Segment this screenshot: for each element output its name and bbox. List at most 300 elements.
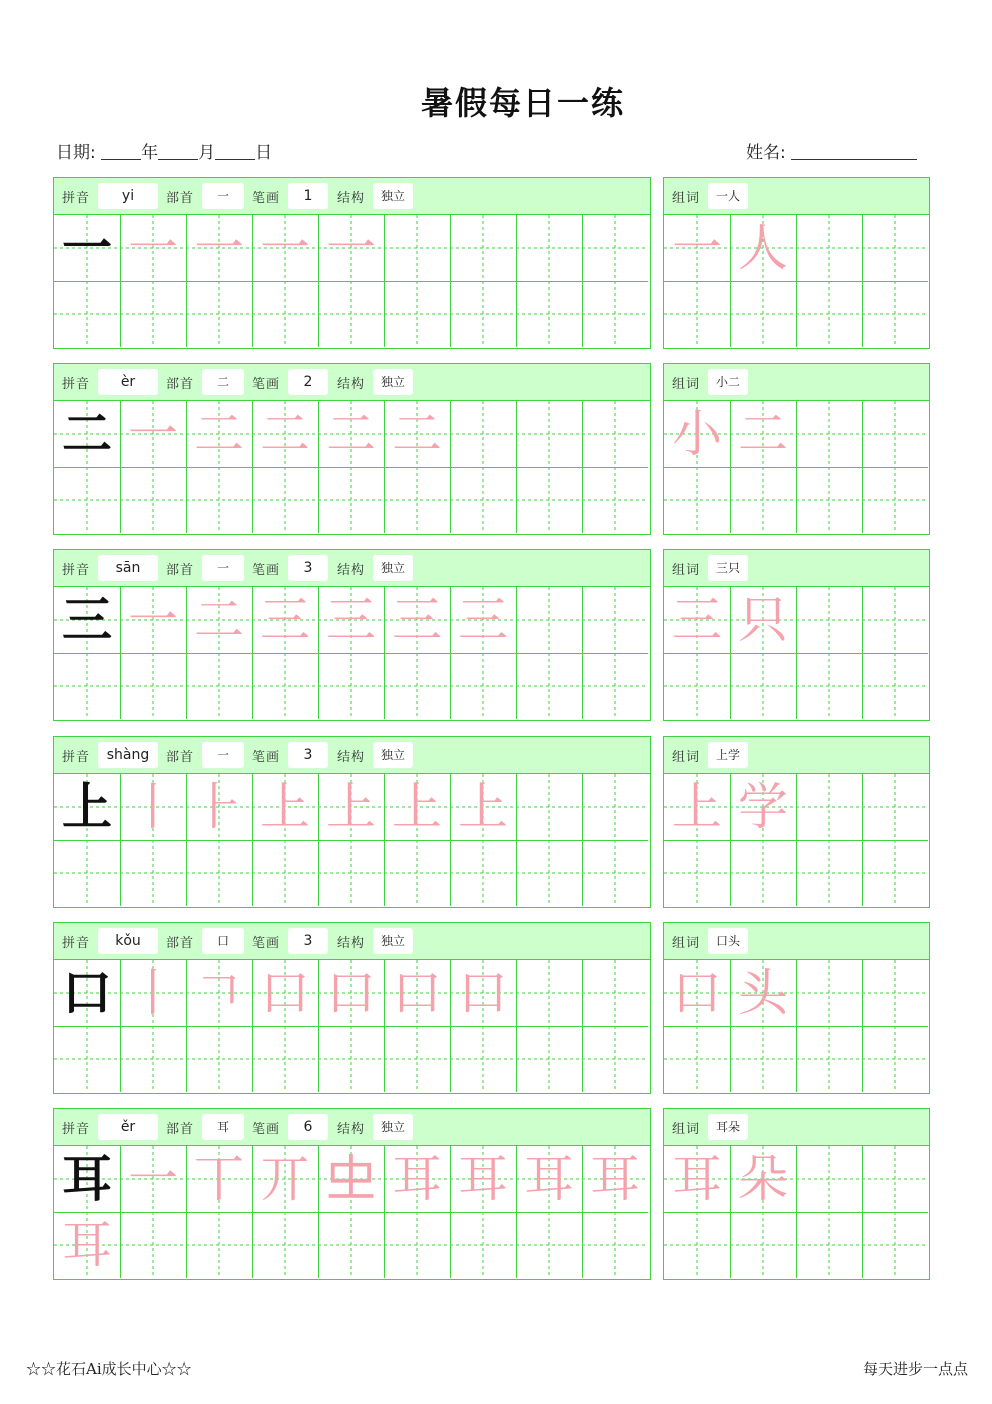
tian-grid-guide: [582, 653, 648, 719]
practice-cell[interactable]: [516, 840, 583, 906]
name-label: 姓名:: [746, 143, 786, 163]
practice-cell[interactable]: [450, 960, 517, 1027]
practice-cell[interactable]: [54, 281, 121, 347]
word-cell[interactable]: [796, 653, 863, 719]
practice-cell[interactable]: [252, 281, 319, 347]
practice-cell[interactable]: [450, 1146, 517, 1213]
practice-cell[interactable]: [252, 774, 319, 841]
practice-cell[interactable]: [54, 587, 121, 654]
tian-grid-guide: [796, 1212, 862, 1278]
word-cell[interactable]: [730, 401, 797, 468]
tian-grid-guide: [384, 840, 450, 906]
practice-cell[interactable]: [252, 840, 319, 906]
word-cell[interactable]: [796, 1146, 863, 1213]
practice-cell[interactable]: [54, 467, 121, 533]
tian-grid-guide: [516, 215, 582, 281]
practice-cell[interactable]: [384, 215, 451, 282]
day-blank[interactable]: [215, 143, 255, 160]
word-trace-character: 一: [672, 219, 722, 277]
trace-character: 一: [326, 219, 376, 277]
year-blank[interactable]: [101, 143, 141, 160]
word-cell[interactable]: [862, 401, 928, 468]
word-value: 口头: [708, 928, 748, 954]
practice-cell[interactable]: [252, 653, 319, 719]
tian-grid-guide: [252, 1212, 318, 1278]
writing-grid: [54, 1146, 650, 1279]
word-grid: [664, 401, 929, 534]
trace-character: 二: [392, 405, 442, 463]
word-cell[interactable]: [796, 467, 863, 533]
structure-value: 独立: [373, 183, 413, 209]
words-label: 组词: [672, 1122, 701, 1137]
practice-cell[interactable]: [450, 653, 517, 719]
practice-cell[interactable]: [186, 840, 253, 906]
practice-cell[interactable]: [186, 653, 253, 719]
strokes-label: 笔画: [252, 563, 281, 578]
tian-grid-guide: [862, 653, 928, 719]
trace-character: 耳: [62, 1216, 112, 1274]
strokes-label: 笔画: [252, 191, 281, 206]
practice-cell[interactable]: [384, 401, 451, 468]
word-cell[interactable]: [862, 587, 928, 654]
tian-grid-guide: [318, 840, 384, 906]
word-cell[interactable]: [730, 215, 797, 282]
strokes-label: 笔画: [252, 750, 281, 765]
practice-cell[interactable]: [186, 587, 253, 654]
trace-character: 丨: [128, 778, 178, 836]
practice-cell[interactable]: [450, 1026, 517, 1092]
word-cell[interactable]: [730, 467, 797, 533]
practice-cell[interactable]: [120, 401, 187, 468]
words-label: 组词: [672, 563, 701, 578]
practice-cell[interactable]: [54, 1212, 121, 1278]
practice-cell[interactable]: [516, 1212, 583, 1278]
practice-cell[interactable]: [186, 215, 253, 282]
day-label: 日: [255, 143, 273, 163]
word-cell[interactable]: [796, 960, 863, 1027]
word-cell[interactable]: [796, 840, 863, 906]
tian-grid-guide: [862, 1212, 928, 1278]
word-cell[interactable]: [664, 467, 731, 533]
practice-cell[interactable]: [186, 1212, 253, 1278]
tian-grid-guide: [186, 840, 252, 906]
practice-cell[interactable]: [384, 467, 451, 533]
trace-character: ⺊: [194, 778, 244, 836]
practice-cell[interactable]: [186, 281, 253, 347]
practice-cell[interactable]: [516, 467, 583, 533]
tian-grid-guide: [730, 840, 796, 906]
tian-grid-guide: [516, 960, 582, 1026]
practice-cell[interactable]: [582, 840, 648, 906]
char-info-header: [54, 1109, 650, 1146]
word-cell[interactable]: [730, 840, 797, 906]
practice-cell[interactable]: [186, 1026, 253, 1092]
word-cell[interactable]: [862, 960, 928, 1027]
model-character: 三: [62, 590, 112, 649]
radical-label: 部首: [166, 191, 195, 206]
practice-cell[interactable]: [318, 587, 385, 654]
tian-grid-guide: [796, 467, 862, 533]
practice-cell[interactable]: [384, 587, 451, 654]
practice-cell[interactable]: [384, 653, 451, 719]
structure-label: 结构: [337, 377, 366, 392]
practice-cell[interactable]: [384, 774, 451, 841]
structure-label: 结构: [337, 1122, 366, 1137]
word-cell[interactable]: [664, 1146, 731, 1213]
pinyin-value: èr: [98, 369, 158, 395]
tian-grid-guide: [862, 840, 928, 906]
practice-cell[interactable]: [582, 653, 648, 719]
practice-cell[interactable]: [120, 587, 187, 654]
practice-cell[interactable]: [450, 587, 517, 654]
strokes-label: 笔画: [252, 936, 281, 951]
tian-grid-guide: [516, 840, 582, 906]
word-cell[interactable]: [796, 774, 863, 841]
radical-value: 一: [202, 742, 244, 768]
practice-cell[interactable]: [54, 840, 121, 906]
word-cell[interactable]: [862, 1026, 928, 1092]
tian-grid-guide: [796, 215, 862, 281]
tian-grid-guide: [252, 467, 318, 533]
char-info-header: [54, 737, 650, 774]
word-cell[interactable]: [862, 467, 928, 533]
trace-character: 一: [128, 1150, 178, 1208]
pinyin-label: 拼音: [62, 563, 91, 578]
practice-cell[interactable]: [318, 774, 385, 841]
tian-grid-guide: [516, 281, 582, 347]
practice-cell[interactable]: [384, 840, 451, 906]
word-cell[interactable]: [664, 215, 731, 282]
structure-value: 独立: [373, 1114, 413, 1140]
tian-grid-guide: [120, 840, 186, 906]
trace-character: 三: [458, 591, 508, 649]
tian-grid-guide: [54, 840, 120, 906]
practice-cell[interactable]: [252, 467, 319, 533]
word-cell[interactable]: [664, 840, 731, 906]
word-cell[interactable]: [664, 587, 731, 654]
word-cell[interactable]: [796, 587, 863, 654]
practice-cell[interactable]: [120, 215, 187, 282]
practice-cell[interactable]: [54, 1146, 121, 1213]
practice-cell[interactable]: [450, 401, 517, 468]
tian-grid-guide: [862, 281, 928, 347]
strokes-value: 3: [288, 555, 328, 581]
tian-grid-guide: [664, 653, 730, 719]
strokes-value: 3: [288, 742, 328, 768]
practice-cell[interactable]: [516, 1026, 583, 1092]
practice-cell[interactable]: [318, 1146, 385, 1213]
practice-cell[interactable]: [582, 774, 648, 841]
tian-grid-guide: [450, 1212, 516, 1278]
word-cell[interactable]: [664, 1212, 731, 1278]
practice-cell[interactable]: [318, 281, 385, 347]
practice-cell[interactable]: [186, 774, 253, 841]
trace-character: 丨: [128, 964, 178, 1022]
tian-grid-guide: [730, 653, 796, 719]
word-cell[interactable]: [730, 960, 797, 1027]
word-cell[interactable]: [664, 401, 731, 468]
practice-cell[interactable]: [120, 1026, 187, 1092]
practice-cell[interactable]: [252, 960, 319, 1027]
practice-cell[interactable]: [54, 960, 121, 1027]
word-cell[interactable]: [730, 1212, 797, 1278]
pinyin-label: 拼音: [62, 750, 91, 765]
practice-cell[interactable]: [252, 1026, 319, 1092]
practice-cell[interactable]: [582, 1146, 648, 1213]
word-cell[interactable]: [664, 774, 731, 841]
practice-cell[interactable]: [252, 215, 319, 282]
char-panel: [53, 549, 651, 721]
practice-cell[interactable]: [450, 1212, 517, 1278]
practice-cell[interactable]: [252, 401, 319, 468]
practice-cell[interactable]: [450, 215, 517, 282]
word-trace-character: 口: [672, 964, 722, 1022]
tian-grid-guide: [120, 467, 186, 533]
practice-row: [0, 1108, 992, 1280]
practice-cell[interactable]: [318, 215, 385, 282]
practice-cell[interactable]: [318, 960, 385, 1027]
practice-cell[interactable]: [582, 587, 648, 654]
tian-grid-guide: [318, 467, 384, 533]
word-cell[interactable]: [796, 401, 863, 468]
tian-grid-guide: [384, 215, 450, 281]
char-info-header: [54, 923, 650, 960]
practice-cell[interactable]: [516, 587, 583, 654]
practice-cell[interactable]: [54, 774, 121, 841]
trace-character: 三: [326, 591, 376, 649]
tian-grid-guide: [862, 1026, 928, 1092]
word-value: 小二: [708, 369, 748, 395]
tian-grid-guide: [582, 1026, 648, 1092]
tian-grid-guide: [54, 467, 120, 533]
radical-label: 部首: [166, 377, 195, 392]
practice-cell[interactable]: [252, 587, 319, 654]
word-cell[interactable]: [730, 774, 797, 841]
word-cell[interactable]: [730, 653, 797, 719]
practice-cell[interactable]: [120, 281, 187, 347]
word-cell[interactable]: [664, 960, 731, 1027]
pinyin-value: yi: [98, 183, 158, 209]
practice-cell[interactable]: [318, 653, 385, 719]
word-cell[interactable]: [862, 653, 928, 719]
practice-cell[interactable]: [384, 960, 451, 1027]
tian-grid-guide: [862, 587, 928, 653]
tian-grid-guide: [450, 281, 516, 347]
practice-cell[interactable]: [516, 653, 583, 719]
practice-cell[interactable]: [582, 467, 648, 533]
tian-grid-guide: [582, 840, 648, 906]
practice-cell[interactable]: [54, 1026, 121, 1092]
strokes-value: 3: [288, 928, 328, 954]
practice-row: [0, 736, 992, 908]
word-value: 上学: [708, 742, 748, 768]
practice-cell[interactable]: [582, 1026, 648, 1092]
word-cell[interactable]: [730, 587, 797, 654]
tian-grid-guide: [516, 401, 582, 467]
practice-cell[interactable]: [54, 215, 121, 282]
tian-grid-guide: [796, 653, 862, 719]
tian-grid-guide: [252, 281, 318, 347]
tian-grid-guide: [582, 960, 648, 1026]
tian-grid-guide: [516, 587, 582, 653]
char-info-header: [54, 364, 650, 401]
word-cell[interactable]: [730, 281, 797, 347]
practice-cell[interactable]: [252, 1146, 319, 1213]
tian-grid-guide: [862, 401, 928, 467]
practice-cell[interactable]: [120, 1212, 187, 1278]
tian-grid-guide: [54, 1026, 120, 1092]
word-header: [664, 737, 929, 774]
word-cell[interactable]: [862, 215, 928, 282]
word-cell[interactable]: [796, 1212, 863, 1278]
practice-cell[interactable]: [120, 467, 187, 533]
words-label: 组词: [672, 936, 701, 951]
word-cell[interactable]: [664, 281, 731, 347]
tian-grid-guide: [252, 1026, 318, 1092]
practice-cell[interactable]: [582, 1212, 648, 1278]
pinyin-label: 拼音: [62, 1122, 91, 1137]
name-line: [746, 138, 917, 163]
practice-cell[interactable]: [582, 401, 648, 468]
practice-cell[interactable]: [120, 653, 187, 719]
word-panel: [663, 1108, 930, 1280]
practice-cell[interactable]: [384, 1146, 451, 1213]
word-cell[interactable]: [862, 840, 928, 906]
practice-cell[interactable]: [582, 960, 648, 1027]
structure-value: 独立: [373, 928, 413, 954]
tian-grid-guide: [318, 1212, 384, 1278]
word-panel: [663, 736, 930, 908]
practice-cell[interactable]: [120, 960, 187, 1027]
strokes-label: 笔画: [252, 377, 281, 392]
word-trace-character: 小: [672, 405, 722, 463]
practice-cell[interactable]: [120, 774, 187, 841]
tian-grid-guide: [664, 467, 730, 533]
tian-grid-guide: [120, 1212, 186, 1278]
word-cell[interactable]: [862, 1146, 928, 1213]
practice-cell[interactable]: [54, 653, 121, 719]
word-cell[interactable]: [730, 1146, 797, 1213]
practice-cell[interactable]: [318, 467, 385, 533]
tian-grid-guide: [252, 653, 318, 719]
month-blank[interactable]: [158, 143, 198, 160]
tian-grid-guide: [252, 840, 318, 906]
practice-cell[interactable]: [186, 467, 253, 533]
tian-grid-guide: [450, 653, 516, 719]
practice-cell[interactable]: [318, 401, 385, 468]
tian-grid-guide: [582, 587, 648, 653]
word-cell[interactable]: [796, 215, 863, 282]
tian-grid-guide: [516, 1026, 582, 1092]
practice-cell[interactable]: [120, 840, 187, 906]
trace-character: 一: [128, 591, 178, 649]
trace-character: 三: [392, 591, 442, 649]
practice-cell[interactable]: [516, 215, 583, 282]
radical-value: 二: [202, 369, 244, 395]
practice-cell[interactable]: [318, 840, 385, 906]
practice-cell[interactable]: [582, 215, 648, 282]
practice-cell[interactable]: [186, 401, 253, 468]
practice-cell[interactable]: [582, 281, 648, 347]
practice-cell[interactable]: [384, 1026, 451, 1092]
tian-grid-guide: [450, 401, 516, 467]
char-panel: [53, 922, 651, 1094]
word-header: [664, 1109, 929, 1146]
words-label: 组词: [672, 377, 701, 392]
trace-character: 一: [260, 219, 310, 277]
year-label: 年: [141, 143, 159, 163]
practice-cell[interactable]: [252, 1212, 319, 1278]
tian-grid-guide: [862, 774, 928, 840]
word-cell[interactable]: [862, 1212, 928, 1278]
practice-cell[interactable]: [186, 1146, 253, 1213]
strokes-value: 1: [288, 183, 328, 209]
tian-grid-guide: [450, 467, 516, 533]
practice-cell[interactable]: [516, 401, 583, 468]
name-blank[interactable]: [791, 143, 917, 160]
tian-grid-guide: [582, 467, 648, 533]
practice-cell[interactable]: [450, 774, 517, 841]
practice-cell[interactable]: [516, 774, 583, 841]
word-cell[interactable]: [664, 1026, 731, 1092]
tian-grid-guide: [582, 401, 648, 467]
date-label: 日期:: [56, 143, 96, 163]
tian-grid-guide: [516, 1212, 582, 1278]
word-cell[interactable]: [730, 1026, 797, 1092]
tian-grid-guide: [796, 1026, 862, 1092]
word-value: 耳朵: [708, 1114, 748, 1140]
trace-character: 上: [458, 778, 508, 836]
tian-grid-guide: [664, 281, 730, 347]
tian-grid-guide: [796, 840, 862, 906]
trace-character: 耳: [392, 1150, 442, 1208]
practice-cell[interactable]: [450, 281, 517, 347]
practice-cell[interactable]: [186, 960, 253, 1027]
model-character: 一: [62, 218, 112, 277]
radical-value: 耳: [202, 1114, 244, 1140]
word-panel: [663, 177, 930, 349]
practice-cell[interactable]: [318, 1026, 385, 1092]
trace-character: 一: [128, 405, 178, 463]
practice-cell[interactable]: [516, 960, 583, 1027]
practice-cell[interactable]: [516, 281, 583, 347]
words-label: 组词: [672, 750, 701, 765]
practice-cell[interactable]: [54, 401, 121, 468]
word-cell[interactable]: [796, 281, 863, 347]
word-cell[interactable]: [862, 774, 928, 841]
strokes-value: 2: [288, 369, 328, 395]
word-cell[interactable]: [796, 1026, 863, 1092]
structure-value: 独立: [373, 369, 413, 395]
practice-cell[interactable]: [120, 1146, 187, 1213]
practice-cell[interactable]: [384, 1212, 451, 1278]
word-cell[interactable]: [862, 281, 928, 347]
radical-label: 部首: [166, 1122, 195, 1137]
word-cell[interactable]: [664, 653, 731, 719]
tian-grid-guide: [664, 1212, 730, 1278]
tian-grid-guide: [796, 774, 862, 840]
practice-cell[interactable]: [384, 281, 451, 347]
tian-grid-guide: [862, 960, 928, 1026]
tian-grid-guide: [582, 1212, 648, 1278]
pinyin-value: sān: [98, 555, 158, 581]
practice-cell[interactable]: [450, 467, 517, 533]
practice-cell[interactable]: [516, 1146, 583, 1213]
trace-character: 口: [392, 964, 442, 1022]
practice-cell[interactable]: [318, 1212, 385, 1278]
practice-cell[interactable]: [450, 840, 517, 906]
pinyin-value: ěr: [98, 1114, 158, 1140]
